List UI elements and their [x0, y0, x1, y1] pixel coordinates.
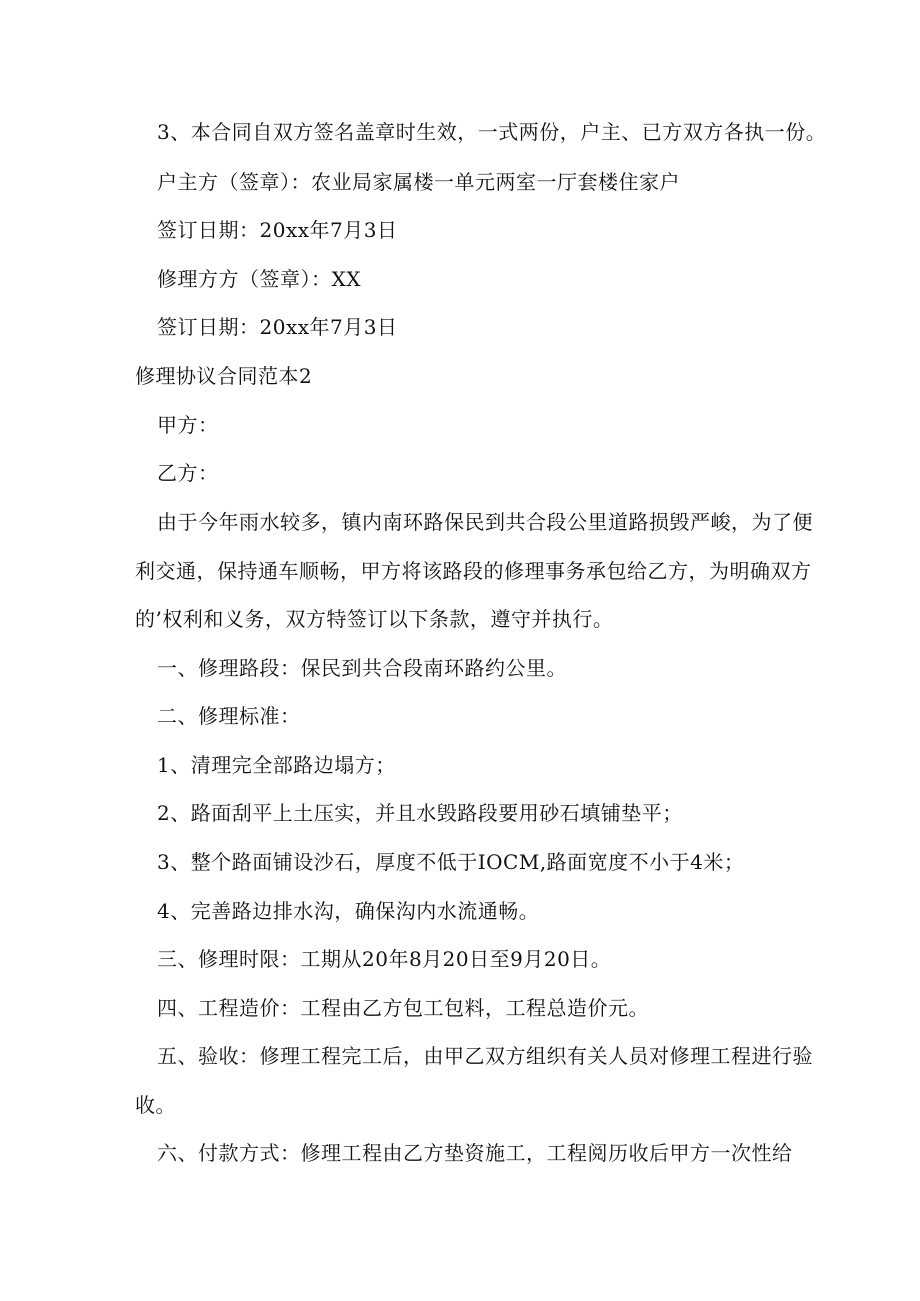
standard-item-1: 1、清理完全部路边塌方；: [157, 753, 396, 777]
paragraph-owner-sign: 户主方（签章）：农业局家属楼一单元两室一厅套楼住家户: [157, 170, 680, 194]
paragraph-intro-line-3: 的’权利和义务，双方特签订以下条款，遵守并执行。: [135, 607, 614, 631]
paragraph-sign-date-2: 签订日期：20xx年7月3日: [157, 315, 398, 339]
paragraph-sign-date-1: 签订日期：20xx年7月3日: [157, 218, 398, 242]
clause-time-limit: 三、修理时限：工期从20年8月20日至9月20日。: [157, 947, 612, 971]
clause-acceptance-line-1: 五、验收：修理工程完工后，由甲乙双方组织有关人员对修理工程进行验: [157, 1044, 813, 1068]
clause-standards: 二、修理标准：: [157, 704, 301, 728]
standard-item-3: 3、整个路面铺设沙石，厚度不低于IOCM,路面宽度不小于4米；: [157, 850, 745, 874]
paragraph-contract-effect: 3、本合同自双方签名盖章时生效，一式两份，户主、已方双方各执一份。: [157, 120, 827, 144]
paragraph-intro-line-1: 由于今年雨水较多，镇内南环路保民到共合段公里道路损毁严峻，为了便: [157, 510, 813, 534]
clause-cost: 四、工程造价：工程由乙方包工包料，工程总造价元。: [157, 996, 649, 1020]
paragraph-intro-line-2: 利交通，保持通车顺畅，甲方将该路段的修理事务承包给乙方，为明确双方: [135, 559, 812, 583]
clause-road-section: 一、修理路段：保民到共合段南环路约公里。: [157, 656, 567, 680]
standard-item-4: 4、完善路边排水沟，确保沟内水流通畅。: [157, 899, 540, 923]
party-b: 乙方：: [157, 461, 219, 485]
clause-acceptance-line-2: 收。: [135, 1093, 176, 1117]
clause-payment: 六、付款方式：修理工程由乙方垫资施工，工程阅历收后甲方一次性给: [157, 1141, 793, 1165]
standard-item-2: 2、路面刮平上土压实，并且水毁路段要用砂石填铺垫平；: [157, 801, 683, 825]
section-title: 修理协议合同范本2: [135, 364, 313, 388]
paragraph-repairer-sign: 修理方方（签章）：XX: [157, 267, 361, 291]
party-a: 甲方：: [157, 413, 219, 437]
